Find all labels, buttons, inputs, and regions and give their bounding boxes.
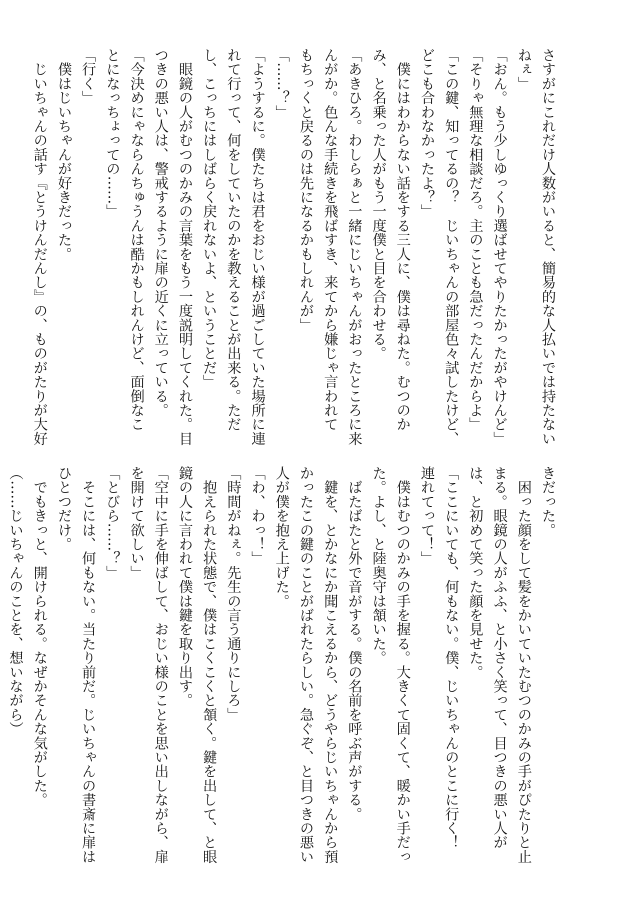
text-line: 「……？」	[273, 48, 290, 119]
text-line: 僕にはわからない話をする三人に、僕は尋ねた。むつのか	[394, 48, 411, 432]
text-line: た。よし、と陸奥守は頷いた。	[370, 466, 387, 665]
top-text-block	[31, 48, 560, 446]
text-line: かったこの鍵のことがばれたらしい。急ぐぞ、と目つきの悪い	[297, 466, 314, 864]
text-line: 「あきひろ。わしらぁと一緒にじいちゃんがおったところに来	[346, 48, 363, 446]
text-line: 「行く」	[80, 48, 97, 105]
text-line: （……じいちゃんのことを、想いながら）	[7, 466, 24, 736]
text-line: 「時間がねぇ。先生の言う通りにしろ」	[225, 466, 242, 722]
text-line: そこには、何もない。当たり前だ。じいちゃんの書斎に扉は	[80, 466, 97, 864]
text-line: ねぇ」	[515, 48, 532, 91]
text-line: れて行って、何をしていたのかを教えることが出来る。ただ	[225, 48, 242, 432]
text-line: じいちゃんの話す『とうけんだんし』の、ものがたりが大好	[31, 48, 48, 446]
text-line: み、と名乗った人がもう一度僕と目を合わせる。	[370, 48, 387, 361]
text-line: どこも合わなかったよ？」	[418, 48, 435, 219]
text-line: とになっちょっての……」	[104, 48, 121, 219]
text-line: を開けて欲しい」	[128, 466, 145, 580]
text-line: 僕はむつのかみの手を握る。大きくて固くて、暖かい手だっ	[394, 466, 411, 864]
text-line: 「そりゃ無理な相談だろ。主のことも急だったんだからよ」	[467, 48, 484, 432]
text-line: 「おん。もう少しゆっくり選ばせてやりたかったがやけんど」	[491, 48, 508, 446]
text-line: 抱えられた状態で、僕はこくこくと頷く。鍵を出して、と眼	[201, 466, 218, 864]
text-line: 「ようするに。僕たちは君をおじい様が過ごしていた場所に連	[249, 48, 266, 446]
text-line: 「今決めにゃならんちゅうんは酷かもしれんけど、面倒なこ	[128, 48, 145, 432]
text-line: ひとつだけ。	[55, 466, 72, 552]
text-line: 人が僕を抱え上げた。	[273, 466, 290, 608]
text-line: つきの悪い人は、警戒するように扉の近くに立っている。	[152, 48, 169, 418]
text-line: 連れてって！」	[418, 466, 435, 566]
text-line: 「ここにいても、何もない。僕、じいちゃんのとこに行く！	[443, 466, 460, 850]
text-line: 困った顔をして髪をかいていたむつのかみの手がぴたりと止	[515, 466, 532, 864]
text-line: 鍵を、とかなにか聞こえるから、どうやらじいちゃんから預	[322, 466, 339, 864]
text-line: さすがにこれだけ人数がいると、簡易的な人払いでは持たない	[540, 48, 556, 446]
text-line: 鏡の人に言われて僕は鍵を取り出す。	[176, 466, 193, 708]
text-line: もちっくと戻るのは先になるかもしれんが」	[297, 48, 314, 332]
text-line: し、こっちにはしばらく戻れないよ、ということだ」	[201, 48, 218, 389]
text-line: まる。眼鏡の人がふふ、と小さく笑って、目つきの悪い人が	[491, 466, 508, 850]
text-line: ばたばたと外で音がする。僕の名前を呼ぶ声がする。	[346, 466, 363, 821]
text-line: きだった。	[540, 466, 556, 537]
text-line: でもきっと、開けられる。なぜかそんな気がした。	[31, 466, 48, 807]
text-line: 「空中に手を伸ばして、おじい様のことを思い出しながら、扉	[152, 466, 169, 864]
bottom-text-block	[7, 466, 560, 864]
text-line: 「この鍵、知ってるの？ じいちゃんの部屋色々試したけど、	[443, 48, 460, 446]
text-line: 「とびら……？」	[104, 466, 121, 580]
text-line: 「わ、わっ！」	[249, 466, 266, 566]
text-line: んがか。色んな手続きを飛ばすき、来てから嫌じゃ言われて	[322, 48, 339, 432]
text-line	[0, 466, 3, 822]
text-line: 眼鏡の人がむつのかみの言葉をもう一度説明してくれた。目	[176, 48, 193, 446]
text-line: は、と初めて笑った顔を見せた。	[467, 466, 484, 679]
text-line: 僕はじいちゃんが好きだった。	[55, 48, 72, 261]
